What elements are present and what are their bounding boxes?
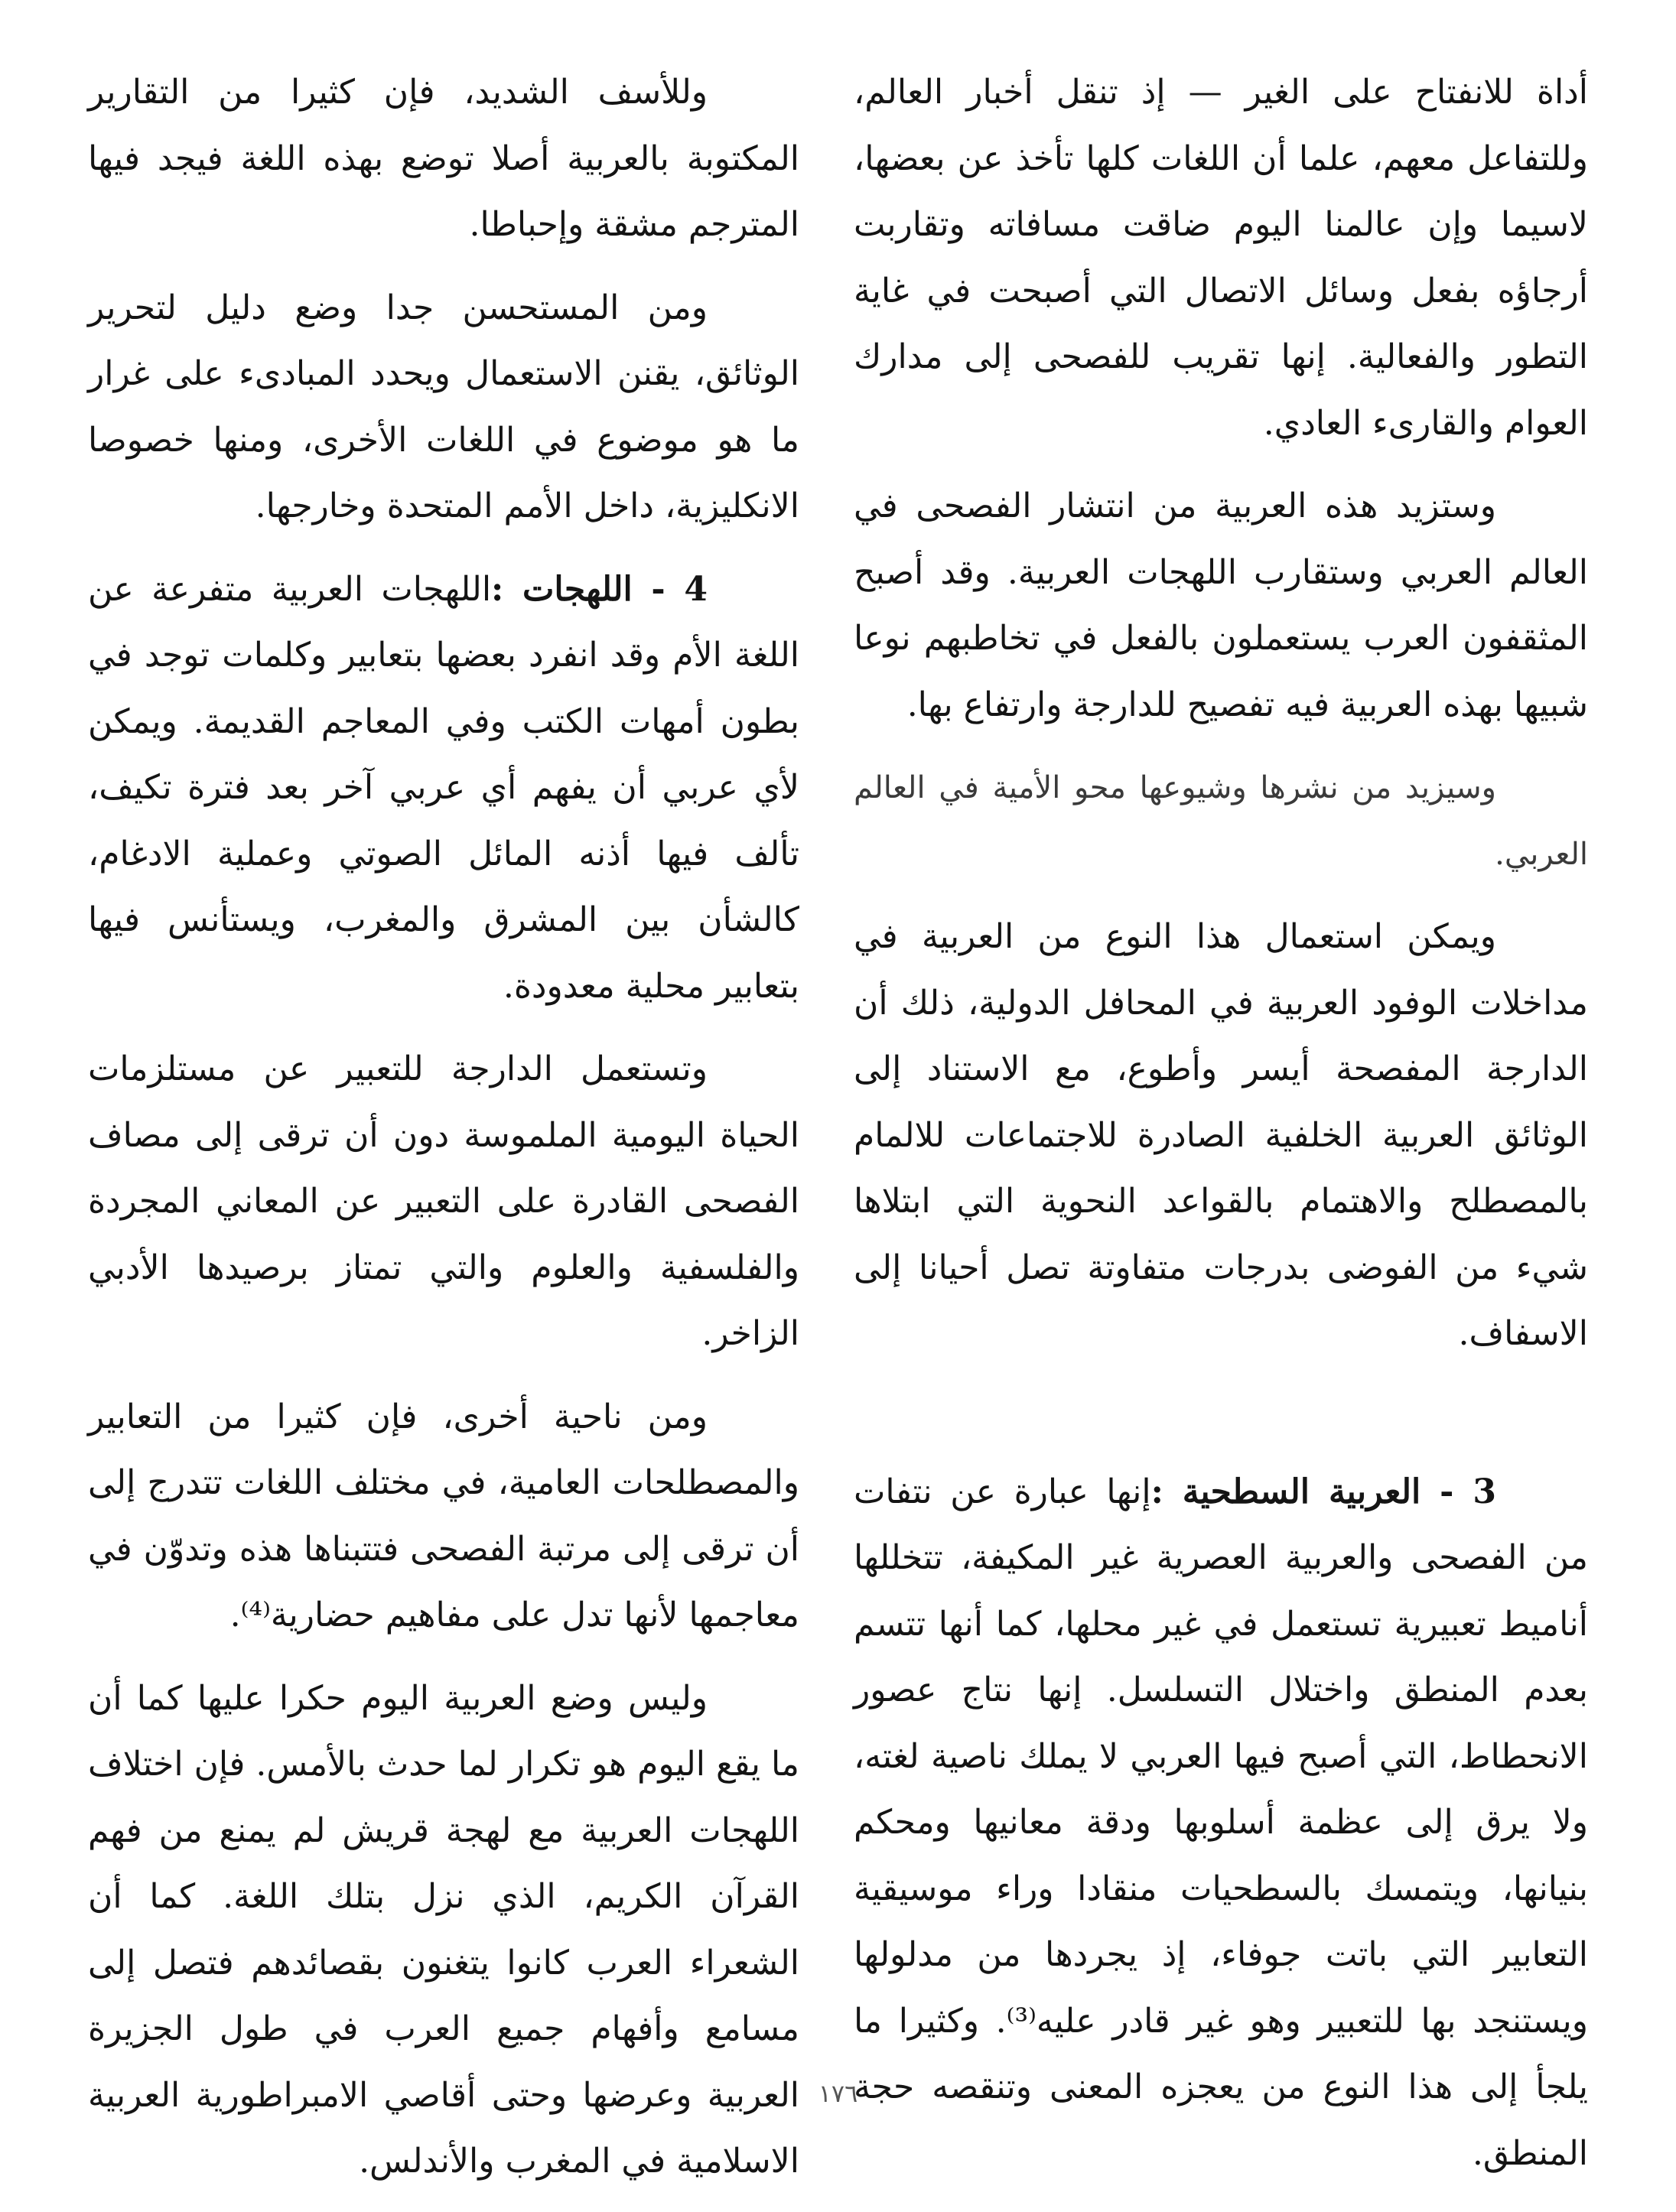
paragraph-section-4 xyxy=(88,557,799,1020)
section-heading-4: 4 - اللهجات : xyxy=(491,569,708,609)
section-heading-3: 3 - العربية السطحية : xyxy=(1150,1472,1496,1511)
paragraph: وستزيد هذه العربية من انتشار الفصحى في العالم العربي وستقارب اللهجات العربية. وقد أصبح المثقفون العرب يستعملون بالفعل في تخاطبهم نوعا شبيها بهذه العربية فيه تفصيح للدارجة وارتفاع بها. xyxy=(854,486,1588,724)
paragraph: ومن المستحسن جدا وضع دليل لتحرير الوثائق، يقنن الاستعمال ويحدد المبادىء على غرار ما هو موضوع في اللغات الأخرى، ومنها خصوصا الانكليزية، داخل الأمم المتحدة وخارجها. xyxy=(88,288,799,525)
right-text-column xyxy=(854,60,1588,2204)
paragraph: وللأسف الشديد، فإن كثيرا من التقارير المكتوبة بالعربية أصلا توضع بهذه اللغة فيجد فيها المترجم مشقة وإحباطا. xyxy=(88,73,799,244)
paragraph: أداة للانفتاح على الغير — إذ تنقل أخبار العالم، وللتفاعل معهم، علما أن اللغات كلها تأخذ عن بعضها، لاسيما وإن عالمنا اليوم ضاقت مسافاته وتقاربت أرجاؤه بفعل وسائل الاتصال التي أصبحت في غاية التطور والفعالية. إنها تقريب للفصحى إلى مدارك العوام والقارىء العادي. xyxy=(854,73,1588,443)
paragraph-annotation: وسيزيد من نشرها وشيوعها محو الأمية في العالم العربي. xyxy=(854,770,1588,872)
paragraph: ويمكن استعمال هذا النوع من العربية في مداخلات الوفود العربية في المحافل الدولية، ذلك أن الدارجة المفصحة أيسر وأطوع، مع الاستناد إلى الوثائق العربية الخلفية الصادرة للاجتماعات للالمام بالمصطلح والاهتمام بالقواعد النحوية التي ابتلاها شيء من الفوضى بدرجات متفاوتة تصل أحيانا إلى الاسفاف. xyxy=(854,917,1588,1353)
paragraph-section-3 xyxy=(854,1459,1588,2188)
section-body-4: اللهجات العربية متفرعة عن اللغة الأم وقد انفرد بعضها بتعابير وكلمات توجد في بطون أمهات الكتب وفي المعاجم القديمة. ويمكن لأي عربي أن يفهم أي عربي آخر بعد فترة تكيف، تألف فيها أذنه المائل الصوتي وعملية الادغام، كالشأن بين المشرق والمغرب، ويستأنس فيها بتعابير محلية معدودة. xyxy=(88,569,799,1006)
page-number: ١٧٦ xyxy=(818,2079,858,2108)
section-body-3: إنها عبارة عن نتفات من الفصحى والعربية العصرية غير المكيفة، تتخللها أناميط تعبيرية تستعمل في غير محلها، كما أنها تتسم بعدم المنطق واختلال التسلسل. إنها نتاج عصور الانحطاط، التي أصبح فيها العربي لا يملك ناصية لغته، ولا يرق إلى عظمة أسلوبها ودقة معانيها ومحكم بنيانها، ويتمسك بالسطحيات منقادا وراء موسيقية التعابير التي باتت جوفاء، إذ يجردها من مدلولها ويستنجد بها للتعبير وهو غير قادر عليه⁽³⁾. وكثيرا ما يلجأ إلى هذا النوع من يعجزه المعنى وتنقصه حجة المنطق. xyxy=(854,1472,1588,2173)
paragraph: وليس وضع العربية اليوم حكرا عليها كما أن ما يقع اليوم هو تكرار لما حدث بالأمس. فإن اختلاف اللهجات العربية مع لهجة قريش لم يمنع من فهم القرآن الكريم، الذي نزل بتلك اللغة. كما أن الشعراء العرب كانوا يتغنون بقصائدهم فتصل إلى مسامع وأفهام جميع العرب في طول الجزيرة العربية وعرضها وحتى أقاصي الامبراطورية العربية الاسلامية في المغرب والأندلس. xyxy=(88,1678,799,2181)
paragraph: ومن ناحية أخرى، فإن كثيرا من التعابير والمصطلحات العامية، في مختلف اللغات تتدرج إلى أن ترقى إلى مرتبة الفصحى فتتبناها هذه وتدوّن في معاجمها لأنها تدل على مفاهيم حضارية⁽⁴⁾. xyxy=(88,1397,799,1635)
paragraph: وتستعمل الدارجة للتعبير عن مستلزمات الحياة اليومية الملموسة دون أن ترقى إلى مصاف الفصحى القادرة على التعبير عن المعاني المجردة والفلسفية والعلوم والتي تمتاز برصيدها الأدبي الزاخر. xyxy=(88,1049,799,1353)
left-text-column xyxy=(88,60,799,2212)
